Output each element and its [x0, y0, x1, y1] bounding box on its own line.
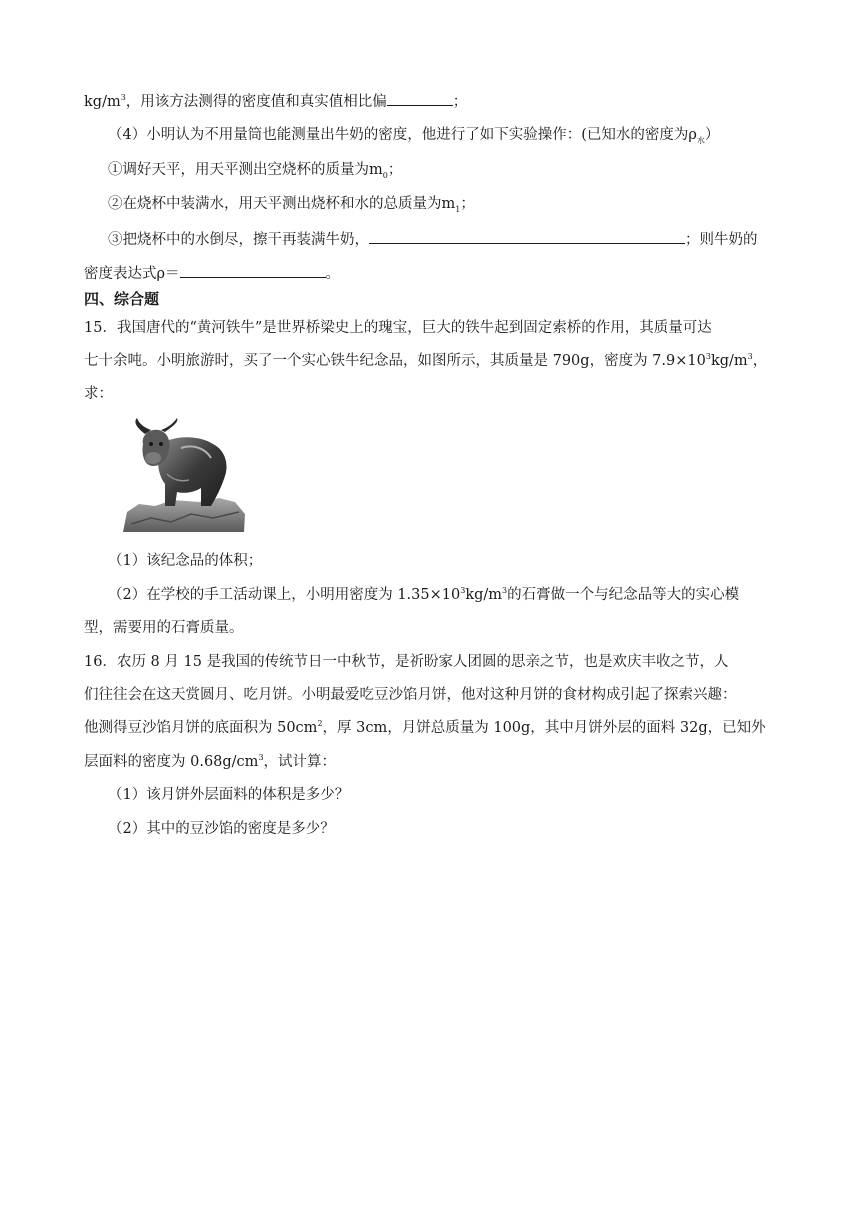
- q14-step4-close: ）: [704, 127, 720, 143]
- q15-part-2: [108, 585, 739, 605]
- q14-substep-3-tail: ；则牛奶的: [685, 232, 758, 248]
- q14-substep-1-text: ①调好天平，用天平测出空烧杯的质量为m: [108, 162, 383, 178]
- q16-line-4-tail: ，试计算：: [263, 754, 337, 770]
- q14-step4-text: （4）小明认为不用量筒也能测量出牛奶的密度，他进行了如下实验操作：(已知水的密度为ρ: [108, 127, 697, 143]
- q16-part-1: （1）该月饼外层面料的体积是多少？: [108, 787, 350, 803]
- q15-part-2-unit: kg/m: [465, 587, 503, 603]
- q14-answer-blank-1[interactable]: [387, 90, 453, 106]
- q14-substep-2-punct: ；: [460, 196, 475, 212]
- q14-answer-blank-2[interactable]: [369, 228, 685, 244]
- q15-exponent: 3: [705, 352, 711, 362]
- q14-step4-sub: 水: [696, 135, 705, 145]
- q15-line-2-text: 七十余吨。小明旅游时，买了一个实心铁牛纪念品，如图所示，其质量是 790g，密度为 7.9×10: [84, 353, 706, 369]
- q14-substep-2-text: ②在烧杯中装满水，用天平测出烧杯和水的总质量为m: [108, 196, 456, 212]
- q15-part-2-exponent: 3: [460, 586, 466, 596]
- q14-substep-3: [108, 228, 758, 250]
- q16-line-3: [84, 718, 766, 738]
- q16-line-3-tail: ，厚 3cm，月饼总质量为 100g，其中月饼外层的面料 32g，已知外: [322, 720, 766, 736]
- q16-line-4-text: 层面料的密度为 0.68g/cm: [84, 754, 259, 770]
- q16-line-3-text: 他测得豆沙馅月饼的底面积为 50cm: [84, 720, 318, 736]
- q16-part-2: （2）其中的豆沙馅的密度是多少？: [108, 821, 335, 837]
- q16-line-1: 16．农历 8 月 15 是我国的传统节日一中秋节，是祈盼家人团圆的思亲之节，也是欢庆丰收之节，人: [84, 654, 729, 670]
- q14-step4: [108, 125, 719, 145]
- q14-comparison-text: ，用该方法测得的密度值和真实值相比偏: [125, 94, 387, 110]
- q14-substep-3-text: ③把烧杯中的水倒尽，擦干再装满牛奶，: [108, 232, 369, 248]
- q15-part-1: （1）该纪念品的体积；: [108, 553, 263, 569]
- q14-substep-1-sub: 0: [382, 170, 388, 180]
- q14-unit-sup: 3: [120, 93, 126, 103]
- q15-part-2-unit-sup: 3: [502, 586, 508, 596]
- q15-unit-sup: 3: [747, 352, 753, 362]
- q16-area-sup: 2: [317, 719, 323, 729]
- q14-unit-text: kg/m: [84, 94, 121, 110]
- q15-line-2: [84, 351, 767, 371]
- q15-part-2-text: （2）在学校的手工活动课上，小明用密度为 1.35×10: [108, 587, 461, 603]
- q14-line-unit: [84, 90, 467, 112]
- q14-substep-1-punct: ；: [387, 162, 403, 178]
- q14-density-end: 。: [325, 266, 341, 282]
- q16-line-2: 们往往会在这天赏圆月、吃月饼。小明最爱吃豆沙馅月饼，他对这种月饼的食材构成引起了探索兴趣：: [84, 687, 737, 703]
- q16-density-sup: 3: [258, 753, 264, 763]
- q14-substep-1: [108, 160, 402, 180]
- q15-line-1: 15．我国唐代的“黄河铁牛”是世界桥梁史上的瑰宝，巨大的铁牛起到固定索桥的作用，其质量可达: [84, 320, 712, 336]
- q14-substep-2: [108, 194, 475, 214]
- iron-ox-image: [121, 414, 246, 534]
- q14-punct: ；: [452, 94, 468, 110]
- q15-unit: kg/m: [710, 353, 748, 369]
- q16-line-4: [84, 752, 336, 772]
- q15-line-2-punct: ，: [752, 353, 768, 369]
- q15-part-2-line-2: 型，需要用的石膏质量。: [84, 620, 244, 636]
- section-heading: 四、综合题: [84, 290, 160, 308]
- q14-answer-blank-3[interactable]: [180, 262, 326, 278]
- q14-density-label: 密度表达式ρ＝: [84, 266, 180, 282]
- q15-line-3: 求：: [84, 386, 113, 402]
- q14-substep-2-sub: 1: [455, 204, 461, 214]
- q15-part-2-tail: 的石膏做一个与纪念品等大的实心模: [507, 587, 740, 603]
- q14-density-expression: [84, 262, 340, 284]
